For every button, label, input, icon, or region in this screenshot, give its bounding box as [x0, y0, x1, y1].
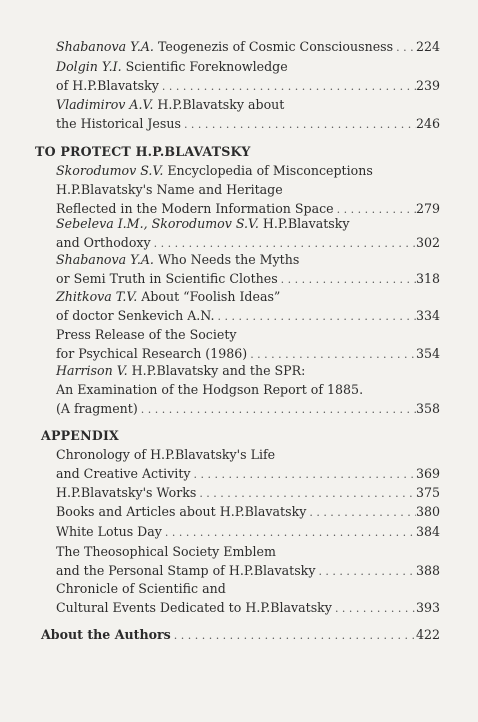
entry-author: Harrison V.	[56, 363, 128, 378]
leader-dots	[306, 503, 416, 522]
page-number: 422	[415, 627, 440, 642]
toc-entry-about-authors[interactable]	[41, 625, 440, 644]
leader-dots	[393, 38, 416, 57]
entry-author: Skorodumov S.V.	[56, 163, 164, 178]
section-heading-appendix: APPENDIX	[41, 428, 120, 443]
toc-entry[interactable]	[56, 325, 440, 363]
toc-entry[interactable]	[56, 361, 440, 418]
entry-title: for Psychical Research (1986)	[56, 346, 248, 361]
page-number: 239	[415, 78, 440, 93]
leader-dots	[196, 484, 416, 503]
page-number: 224	[415, 39, 440, 54]
entry-title: H.P.Blavatsky about	[153, 97, 285, 112]
entry-title: H.P.Blavatsky's Works	[56, 485, 197, 500]
toc-entry[interactable]	[56, 57, 440, 95]
page-number: 393	[415, 600, 440, 615]
entry-author: Vladimirov A.V.	[56, 97, 154, 112]
page-number: 388	[415, 563, 440, 578]
entry-title: Reflected in the Modern Information Space	[56, 201, 334, 216]
toc-entry[interactable]	[56, 161, 440, 218]
entry-title: Press Release of the Society	[56, 327, 237, 342]
toc-entry[interactable]	[56, 250, 440, 288]
toc-entry[interactable]	[56, 522, 440, 541]
entry-title: H.P.Blavatsky and the SPR:	[127, 363, 306, 378]
leader-dots	[332, 599, 416, 618]
entry-title: The Theosophical Society Emblem	[56, 544, 276, 559]
entry-title: Encyclopedia of Misconceptions	[163, 163, 373, 178]
entry-author: Zhitkova T.V.	[56, 289, 138, 304]
toc-entry[interactable]	[56, 287, 440, 325]
entry-title: of doctor Senkevich A.N.	[56, 308, 215, 323]
entry-title: White Lotus Day	[56, 524, 162, 539]
entry-author: Shabanova Y.A.	[56, 252, 154, 267]
entry-author: Sebeleva I.M., Skorodumov S.V.	[56, 216, 259, 231]
entry-author: Shabanova Y.A.	[56, 39, 154, 54]
page-number: 246	[415, 116, 440, 131]
entry-title: H.P.Blavatsky's Name and Heritage	[56, 182, 283, 197]
entry-title: About “Foolish Ideas”	[137, 289, 281, 304]
toc-entry[interactable]	[56, 37, 440, 56]
entry-title: or Semi Truth in Scientific Clothes	[56, 271, 278, 286]
page-number: 369	[415, 466, 440, 481]
leader-dots	[191, 465, 416, 484]
entry-title: About the Authors	[41, 627, 171, 642]
entry-title: An Examination of the Hodgson Report of 1885.	[56, 382, 364, 397]
page-number: 375	[415, 485, 440, 500]
toc-entry[interactable]	[56, 445, 440, 483]
entry-title: the Historical Jesus	[56, 116, 181, 131]
leader-dots	[162, 523, 416, 542]
leader-dots	[159, 77, 416, 96]
page-number: 380	[415, 504, 440, 519]
toc-entry[interactable]	[56, 95, 440, 133]
page-number: 358	[415, 401, 440, 416]
entry-title: Chronicle of Scientific and	[56, 581, 226, 596]
page-number: 384	[415, 524, 440, 539]
leader-dots	[215, 307, 416, 326]
toc-entry[interactable]	[56, 579, 440, 617]
entry-title: Who Needs the Myths	[153, 252, 300, 267]
entry-title: H.P.Blavatsky	[258, 216, 350, 231]
leader-dots	[138, 400, 416, 419]
page-number: 279	[415, 201, 440, 216]
entry-title: Cultural Events Dedicated to H.P.Blavatsky	[56, 600, 332, 615]
entry-title: and the Personal Stamp of H.P.Blavatsky	[56, 563, 316, 578]
entry-title: Books and Articles about H.P.Blavatsky	[56, 504, 307, 519]
toc-entry[interactable]	[56, 214, 440, 252]
entry-title: Scientific Foreknowledge	[121, 59, 288, 74]
entry-author: Dolgin Y.I.	[56, 59, 122, 74]
entry-title: Teogenezis of Cosmic Consciousness	[153, 39, 394, 54]
leader-dots	[171, 626, 416, 645]
page-number: 334	[415, 308, 440, 323]
leader-dots	[181, 115, 416, 134]
entry-title: (A fragment)	[56, 401, 138, 416]
toc-entry[interactable]	[56, 483, 440, 502]
page-number: 318	[415, 271, 440, 286]
toc-entry[interactable]	[56, 502, 440, 521]
entry-title: Chronology of H.P.Blavatsky's Life	[56, 447, 276, 462]
entry-title: of H.P.Blavatsky	[56, 78, 159, 93]
toc-entry[interactable]	[56, 542, 440, 580]
page-number: 354	[415, 346, 440, 361]
entry-title: and Orthodoxy	[56, 235, 151, 250]
page-number: 302	[415, 235, 440, 250]
section-heading-protect: TO PROTECT H.P.BLAVATSKY	[35, 144, 251, 159]
entry-title: and Creative Activity	[56, 466, 191, 481]
